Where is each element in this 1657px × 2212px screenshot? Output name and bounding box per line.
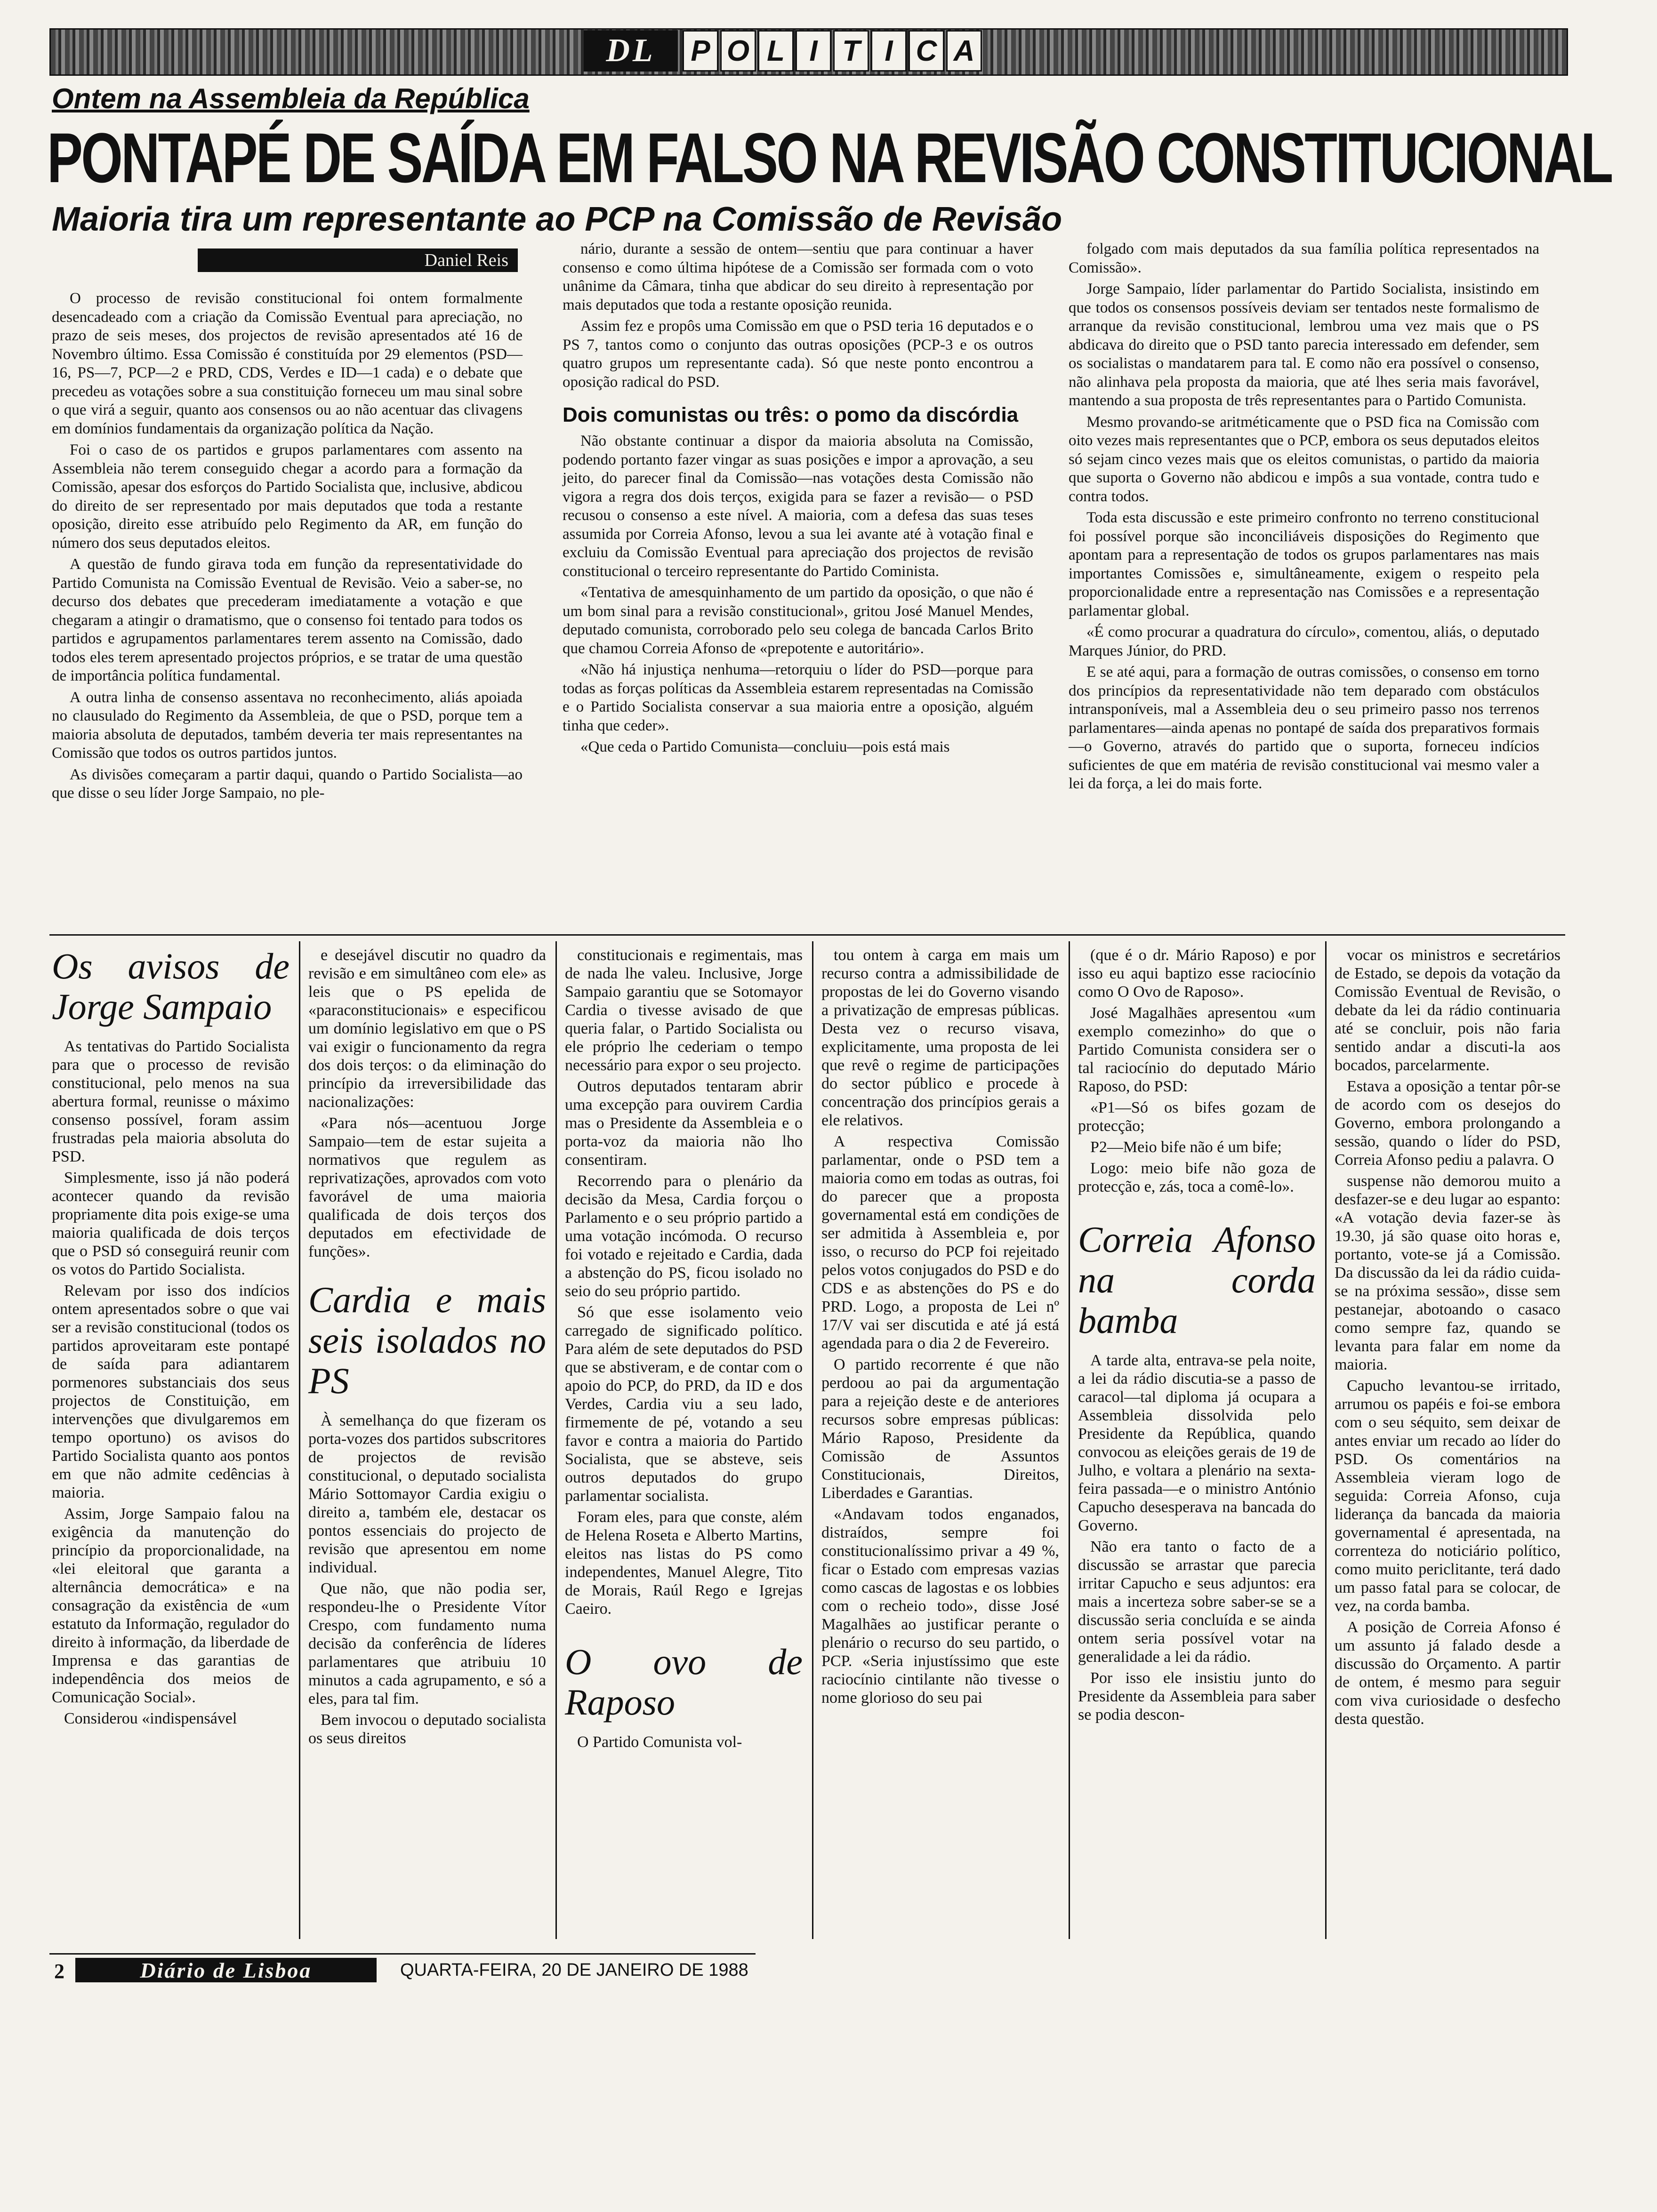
- paragraph: A outra linha de consenso assentava no reconhecimento, aliás apoiada no clausulado do Regimento da Assembleia, de que o PSD, porque tem a maioria absoluta de deputados, também deveria ter mais representantes na Comissão que todos os outros partidos juntos.: [52, 689, 523, 761]
- section-heading: Correia Afonso na corda bamba: [1078, 1219, 1316, 1341]
- paragraph: Relevam por isso dos indícios ontem apresentados sobre o que vai ser a revisão constitucional (todos os partidos aproveitaram este pontapé de saída para adiantarem pormenores substanciais dos seus projectos de Constituição, em intervenções que divulgaremos em tempo oportuno) os avisos do Partido Socialista quanto aos pontos em que não admite cedências à maioria.: [52, 1282, 290, 1501]
- column-rule: [1325, 941, 1327, 1939]
- section-letter: O: [720, 30, 756, 72]
- subheadline: Maioria tira um representante ao PCP na Comissão de Revisão: [52, 200, 1062, 238]
- section-letter: L: [758, 30, 794, 72]
- paragraph: A tarde alta, entrava-se pela noite, a lei da rádio discutia-se a passo de caracol—tal diploma já ocupara a Assembleia dissolvida pelo Presidente da República, quando convocou as eleições gerais de 19 de Julho, e voltara a plenário na sexta-feira passada—e o ministro António Capucho desesperava na bancada do Governo.: [1078, 1352, 1316, 1534]
- paragraph: A respectiva Comissão parlamentar, onde o PSD tem a maioria como em todas as outras, foi do parecer que a proposta governamental está em condições de ser admitida à Assembleia e, por isso, o recurso do PCP foi rejeitado pelos votos conjugados do PSD e do CDS e as abstenções do PS e do PRD. Logo, a proposta de Lei nº 17/V vai ser discutida e até já está agendada para o dia 2 de Fevereiro.: [821, 1133, 1059, 1352]
- paragraph: suspense não demorou muito a desfazer-se e deu lugar ao espanto: «A votação devia fazer-se às 19.30, já são quase oito horas e, portanto, vote-se já a Comissão. Da discussão da lei da rádio cuida-se na próxima sessão», disse sem pestanejar, abotoando o casaco como sempre faz, quando se levanta para falar em nome da maioria.: [1335, 1172, 1560, 1373]
- paragraph: A posição de Correia Afonso é um assunto já falado desde a discussão do Orçamento. A partir de ontem, é mesmo para seguir com viva curiosidade o desfecho desta questão.: [1335, 1619, 1560, 1728]
- paragraph: Toda esta discussão e este primeiro confronto no terreno constitucional foi possível porque são inconciliáveis disposições do Regimento que apontam para a representação de todos os grupos parlamentares nas mais importantes Comissões e, simultâneamente, exigem o respeito pela proporcionalidade entre a representação nas Comissões e a representação parlamentar global.: [1069, 509, 1539, 619]
- lower-column-4: [821, 946, 1059, 1710]
- paragraph: O processo de revisão constitucional foi ontem formalmente desencadeado com a criação da Comissão Eventual para apreciação, no prazo de seis meses, dos projectos de revisão apresentados até 16 de Novembro último. Essa Comissão é constituída por 29 elementos (PSD—16, PS—7, PCP—2 e PRD, CDS, Verdes e ID—1 cada) e o debate que precedeu as votações sobre a sua constituição forneceu um mau sinal sobre o que virá a seguir, quanto aos consensos ou ao não acentuar das clivagens em domínios fundamentais da organização política da Nação.: [52, 290, 523, 437]
- paragraph: Assim, Jorge Sampaio falou na exigência da manutenção do princípio da proporcionalidade, na «lei eleitoral que garanta a alternância democrática» e na consagração da existência de «um estatuto da Informação, regulador do direito à informação, da liberdade de Imprensa e das garantias de independência dos meios de Comunicação Social».: [52, 1505, 290, 1706]
- column-rule: [812, 941, 813, 1939]
- paragraph: «É como procurar a quadratura do círculo», comentou, aliás, o deputado Marques Júnior, do PRD.: [1069, 624, 1539, 659]
- column-rule: [1069, 941, 1070, 1939]
- paragraph: «Não há injustiça nenhuma—retorquiu o líder do PSD—porque para todas as forças políticas da Assembleia estarem representadas na Comissão e o Partido Socialista conservar a sua maioria entre a oposição, alguém tinha que ceder».: [563, 661, 1033, 734]
- paragraph: tou ontem à carga em mais um recurso contra a admissibilidade de propostas de lei do Governo visando a privatização de empresas públicas. Desta vez o recurso visava, explicitamente, uma proposta de lei que revê o regime de participações do sector público e procede à concentração dos princípios gerais a ele relativos.: [821, 946, 1059, 1129]
- paragraph: À semelhança do que fizeram os porta-vozes dos partidos subscritores de projectos de revisão constitucional, o deputado socialista Mário Sottomayor Cardia exigiu o direito a, também ele, destacar os pontos essenciais do projecto de revisão que apresentou em nome individual.: [308, 1412, 546, 1576]
- section-letter: I: [871, 30, 907, 72]
- paragraph: (que é o dr. Mário Raposo) e por isso eu aqui baptizo esse raciocínio como O Ovo de Raposo».: [1078, 946, 1316, 1001]
- issue-date: QUARTA-FEIRA, 20 DE JANEIRO DE 1988: [400, 1960, 748, 1980]
- section-letter: T: [833, 30, 869, 72]
- paragraph: Simplesmente, isso já não poderá acontecer quando da revisão propriamente dita pois exige-se uma maioria qualificada de dois terços que o PSD só conseguirá reunir com os votos do Partido Socialista.: [52, 1169, 290, 1278]
- kicker: Ontem na Assembleia da República: [52, 83, 530, 114]
- byline: Daniel Reis: [198, 248, 518, 272]
- paragraph: nário, durante a sessão de ontem—sentiu que para continuar a haver consenso e como última hipótese de a Comissão ser formada com o voto unânime da Câmara, tinha que abdicar do seu direito à representação por mais deputados que toda a restante oposição reunida.: [563, 240, 1033, 313]
- paragraph: P2—Meio bife não é um bife;: [1090, 1138, 1282, 1156]
- article-column-2: [563, 240, 1033, 760]
- paragraph: «Para nós—acentuou Jorge Sampaio—tem de estar sujeita a normativos que regulem as reprivatizações, aprovados com voto favorável de uma maioria qualificada de dois terços dos deputados em efectividade de funções».: [308, 1114, 546, 1260]
- paragraph: Não obstante continuar a dispor da maioria absoluta na Comissão, podendo portanto fazer vingar as suas posições e impor a aprovação, a seu jeito, do parecer final da Comissão—nas votações desta Comissão não vigora a regra dos dois terços, exigida para se fazer a revisão— o PSD recusou o consenso a este nível. A maioria, com a defesa das suas teses assumida por Correia Afonso, levou a sua lei avante até à votação final e excluiu da Comissão Eventual para apreciação dos projectos de revisão constitucional o terceiro representante do Partido Cominista.: [563, 433, 1033, 580]
- paragraph: A questão de fundo girava toda em função da representatividade do Partido Comunista na Comissão Eventual de Revisão. Veio a saber-se, no decurso dos debates que precederam imediatamente a votação e que chegaram a atingir o dramatismo, que o consenso foi tentado para todos os partidos e agrupamentos parlamentares terem assento na Comissão, dado todos eles terem apresentado projectos próprios, e se tratar de uma questão de importância política fundamental.: [52, 556, 523, 684]
- lower-column-3: [565, 946, 803, 1754]
- paragraph: Mesmo provando-se aritméticamente que o PSD fica na Comissão com oito vezes mais representantes que o PCP, embora os seus deputados eleitos só sejam cinco vezes mais que os eleitos comunistas, o partido da maioria que suporta o Governo não abdicou e impôs a sua vontade, contra tudo e contra todos.: [1069, 413, 1539, 505]
- paragraph: As divisões começaram a partir daqui, quando o Partido Socialista—ao que disse o seu líder Jorge Sampaio, no ple-: [52, 766, 523, 801]
- paragraph: O partido recorrente é que não perdoou ao pai da argumentação para a rejeição deste e de anteriores recursos sobre empresas públicas: Mário Raposo, Presidente da Comissão de Assuntos Constitucionais, Direitos, Liberdades e Garantias.: [821, 1356, 1059, 1502]
- paragraph: Jorge Sampaio, líder parlamentar do Partido Socialista, insistindo em que todos os consensos possíveis deviam ser tentados neste formalismo de arranque da revisão constitucional, lembrou uma vez mais que o PS abdicava do direito que o PSD tanto parecia interessado em defender, sem os socialistas o mandatarem para tal. E como não era possível o consenso, não alinhava pela proposta da maioria, que até lhes seria mais favorável, mantendo a sua proposta de três representantes para o Partido Comunista.: [1069, 281, 1539, 409]
- section-letter: A: [946, 30, 982, 72]
- paragraph: «Tentativa de amesquinhamento de um partido da oposição, o que não é um bom sinal para a revisão constitucional», gritou José Manuel Mendes, deputado comunista, corroborado pelo seu colega de bancada Carlos Brito que chamou Correia Afonso de «prepotente e autoritário».: [563, 584, 1033, 657]
- paragraph: Foi o caso de os partidos e grupos parlamentares com assento na Assembleia não terem conseguido chegar a acordo para a formação da Comissão, apesar dos esforços do Partido Socialista que, inclusive, abdicou do direito de ser representado por mais deputados que toda a restante oposição, direito esse atribuído pelo Regimento da AR, em função do número dos seus deputados eleitos.: [52, 441, 523, 552]
- article-column-3: [1069, 240, 1539, 796]
- paragraph: vocar os ministros e secretários de Estado, se depois da votação da Comissão Eventual de Revisão, o debate da lei da rádio continuaria até se concluir, pois não faria sentido andar a discuti-la aos bocados, parcelarmente.: [1335, 946, 1560, 1074]
- lower-column-5: [1078, 946, 1316, 1727]
- lower-column-6: [1335, 946, 1560, 1731]
- column-rule: [555, 941, 557, 1939]
- paragraph: Recorrendo para o plenário da decisão da Mesa, Cardia forçou o Parlamento e o seu próprio partido a uma votação incómoda. O recurso foi votado e rejeitado e Cardia, dada a abstenção do PS, ficou isolado no seio do seu próprio partido.: [565, 1172, 803, 1300]
- paragraph: Considerou «indispensável: [64, 1710, 237, 1727]
- paragraph: Por isso ele insistiu junto do Presidente da Assembleia para saber se podia descon-: [1078, 1669, 1316, 1723]
- paragraph: e desejável discutir no quadro da revisão e em simultâneo com ele» as leis que o PS epelida de «paraconstitucionais» e especificou um domínio legislativo em que o PS vai exigir o funcionamento da regra dos dois terços: o da eliminação do princípio da irreversibilidade das nacionalizações:: [308, 946, 546, 1111]
- section-heading: O ovo de Raposo: [565, 1641, 803, 1723]
- paragraph: «P1—Só os bifes gozam de protecção;: [1078, 1099, 1316, 1135]
- paragraph: constitucionais e regimentais, mas de nada lhe valeu. Inclusive, Jorge Sampaio garantiu que se Sotomayor Cardia o tivesse avisado de que queria falar, o Partido Socialista ou ele próprio lhe cederiam o tempo necessário para expor o seu projecto.: [565, 946, 803, 1074]
- paragraph: José Magalhães apresentou «um exemplo comezinho» do que o Partido Comunista considera ser o tal raciocínio do deputado Mário Raposo, do PSD:: [1078, 1004, 1316, 1095]
- paragraph: Só que esse isolamento veio carregado de significado político. Para além de sete deputados do PSD que se abstiveram, e de contar com o apoio do PCP, do PRD, da ID e dos Verdes, Cardia viu a seu lado, firmemente de pé, votando a seu favor e contra a maioria do Partido Socialista, que se absteve, seis outros deputados do grupo parlamentar socialista.: [565, 1304, 803, 1505]
- paragraph: Não era tanto o facto de a discussão se arrastar que parecia irritar Capucho e seus adjuntos: era mais a incerteza sobre saber-se se a discussão seria concluída e se ainda ontem seria possível votar na generalidade a lei da rádio.: [1078, 1538, 1316, 1666]
- paragraph: folgado com mais deputados da sua família política representados na Comissão».: [1069, 240, 1539, 276]
- paragraph: Outros deputados tentaram abrir uma excepção para ouvirem Cardia mas o Presidente da Assembleia e o porta-voz da maioria não lho consentiram.: [565, 1078, 803, 1169]
- divider: [49, 934, 1565, 936]
- paragraph: Logo: meio bife não goza de protecção e, zás, toca a comê-lo».: [1078, 1160, 1316, 1195]
- section-title: [683, 30, 982, 72]
- column-rule: [299, 941, 300, 1939]
- headline: PONTAPÉ DE SAÍDA EM FALSO NA REVISÃO CONSTITUCIONAL: [47, 118, 1612, 197]
- paragraph: E se até aqui, para a formação de outras comissões, o consenso em torno dos princípios da representatividade não tem deparado com obstáculos intransponíveis, mal a Assembleia deu o seu primeiro passo nos terrenos parlamentares—ainda apenas no pontapé de saída dos preparativos formais—o Governo, através do partido que o suporta, forneceu indícios suficientes de que em matéria de revisão constitucional vai mesmo valer a lei da força, a lei do mais forte.: [1069, 664, 1539, 792]
- footer-rule: [49, 1953, 756, 1955]
- section-letter: C: [909, 30, 944, 72]
- lower-column-1: [52, 941, 290, 1731]
- paragraph: As tentativas do Partido Socialista para que o processo de revisão constitucional, pelo menos na sua abertura formal, reunisse o máximo consenso possível, foram assim frustradas pela maioria absoluta do PSD.: [52, 1038, 290, 1165]
- lower-column-2: [308, 946, 546, 1750]
- section-letter: I: [796, 30, 831, 72]
- paper-logo: DL: [584, 30, 678, 72]
- paragraph: O Partido Comunista vol-: [577, 1733, 742, 1751]
- section-letter: P: [683, 30, 718, 72]
- paragraph: Que não, que não podia ser, respondeu-lhe o Presidente Vítor Crespo, com fundamento numa decisão da conferência de líderes parlamentares que atribuiu 10 minutos a cada agrupamento, e só a eles, para tal fim.: [308, 1580, 546, 1707]
- paragraph: Assim fez e propôs uma Comissão em que o PSD teria 16 deputados e o PS 7, tantos como o conjunto das outras oposições (PCP-3 e os outros quatro grupos um representante cada). Só que neste ponto encontrou a oposição radical do PSD.: [563, 318, 1033, 391]
- paper-name: Diário de Lisboa: [75, 1958, 377, 1982]
- article-column-1: [52, 289, 523, 806]
- section-heading: Dois comunistas ou três: o pomo da discórdia: [563, 403, 1019, 426]
- section-heading: Cardia e mais seis isolados no PS: [308, 1279, 546, 1401]
- paragraph: Foram eles, para que conste, além de Helena Roseta e Alberto Martins, eleitos nas listas do PS como independentes, Manuel Alegre, Tito de Morais, Raúl Rego e Igrejas Caeiro.: [565, 1508, 803, 1618]
- paragraph: Bem invocou o deputado socialista os seus direitos: [308, 1711, 546, 1747]
- section-heading: Os avisos de Jorge Sampaio: [52, 946, 290, 1027]
- page-number: 2: [54, 1960, 64, 1983]
- paragraph: «Andavam todos enganados, distraídos, sempre foi constitucionalíssimo privar a 49 %, ficar o Estado com empresas vazias como cascas de lagostas e os lobbies com o recheio todo», disse José Magalhães ao justificar perante o plenário o recurso do seu partido, o PCP. «Seria injustíssimo que este raciocínio cintilante não tivesse o nome glorioso do seu pai: [821, 1506, 1059, 1707]
- paragraph: Capucho levantou-se irritado, arrumou os papéis e foi-se embora com o seu séquito, sem deixar de antes enviar um recado ao líder do PSD. Os comentários na Assembleia vieram logo de seguida: Correia Afonso, cuja liderança da bancada da maioria governamental é apresentada, na correnteza do noticiário político, como muito periclitante, terá dado um passo fatal para se colocar, de vez, na corda bamba.: [1335, 1377, 1560, 1615]
- paragraph: «Que ceda o Partido Comunista—concluiu—pois está mais: [580, 738, 950, 755]
- paragraph: Estava a oposição a tentar pôr-se de acordo com os desejos do Governo, embora prolongando a sessão, quando o líder do PSD, Correia Afonso pediu a palavra. O: [1335, 1078, 1560, 1169]
